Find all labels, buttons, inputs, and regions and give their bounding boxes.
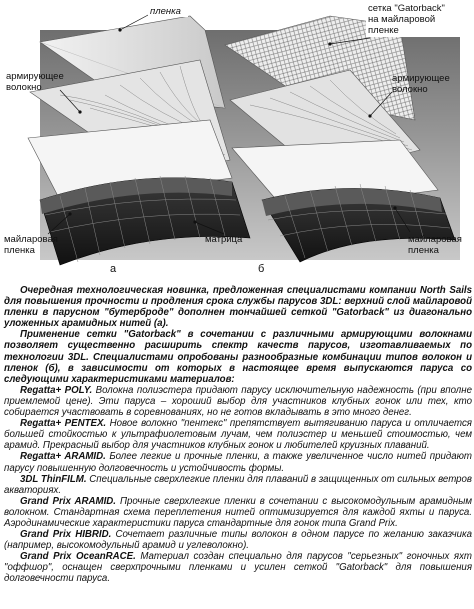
label-reinforcing-fiber-left-1: армирующее (6, 71, 64, 82)
label-gatorback-2: на майларовой (368, 14, 436, 25)
intro-paragraph: Очередная технологическая новинка, предложенная специалистами компании North Sails для повышения прочности и продления срока службы парусов 3DL: верхний слой майларовой пленки в парусном "бутерброде" дополнен тончайшей сеткой "Gatorback" из диагонально уложенных арамидных нитей (а). (4, 285, 472, 330)
material-description: Специальные сверхлегкие пленки для плаваний в защищенных от сильных ветров акваториях. (4, 473, 472, 496)
label-gatorback-1: сетка "Gatorback" (368, 3, 445, 14)
material-item (4, 474, 472, 496)
material-name: Grand Prix OceanRACE. (20, 551, 136, 563)
material-name: Regatta+ PENTEX. (20, 418, 107, 430)
material-description: Новое волокно "пентекс" препятствует вытягиванию паруса и отличается большей стойкостью к ультрафиолетовым лучам, чем полиэстер и меньшей стоимостью, чем арамид. Прекрасный выбор для участников клубных гонок и любителей круизных плаваний. (4, 418, 472, 452)
sail-layers-figure (0, 0, 474, 282)
material-item (4, 529, 472, 551)
label-mylar-film-right-2: пленка (408, 245, 439, 256)
material-item (4, 496, 472, 529)
material-name: Grand Prix ARAMID. (20, 495, 116, 507)
material-name: Regatta+ ARAMID. (20, 451, 106, 463)
label-mylar-film-left-1: майларовая (4, 234, 58, 245)
label-mylar-film-right-1: майларовая (408, 234, 462, 245)
label-film: пленка (150, 6, 181, 17)
material-item (4, 451, 472, 473)
label-gatorback-3: пленке (368, 25, 399, 36)
material-description: Прочные сверхлегкие пленки в сочетании с высокомодульным арамидным волокном. Стандартная схема переплетения нитей оптимизируется для каждой яхты и паруса. Аэродинамические характеристики паруса стандартные для гонок типа Grand Prix. (4, 495, 472, 529)
label-reinforcing-fiber-right-1: армирующее (392, 73, 450, 84)
subcaption-b: б (258, 263, 265, 275)
label-reinforcing-fiber-right-2: волокно (392, 84, 428, 95)
label-mylar-film-left-2: пленка (4, 245, 35, 256)
material-name: Regatta+ POLY. (20, 384, 93, 396)
sail-layers-illustration (0, 0, 474, 282)
label-matrix: матрица (205, 234, 243, 245)
article-text (4, 285, 472, 585)
subcaption-a: а (110, 263, 117, 275)
material-description: Волокна полиэстера придают парусу исключительную надежность (при вполне приемлемой цене). Эти паруса – хороший выбор для участников клубных гонок или тех, кто собирается участвовать в соревнованиях, но не готов вкладывать в это много денег. (4, 384, 472, 419)
material-name: Grand Prix HIBRID. (20, 529, 112, 541)
application-paragraph: Применение сетки "Gatorback" в сочетании с различными армирующими волокнами позволяет существенно расширить спектр качеств парусов, изготавливаемых по технологии 3DL. Специалистами опробованы разнообразные комбинации типов волокон и пленок (б), в зависимости от которых в настоящее время выпускаются паруса со следующими характеристиками материалов: (4, 329, 472, 385)
material-item (4, 551, 472, 584)
material-description: Сочетает различные типы волокон в одном парусе по желанию заказчика (например, высокомодульный арамид и углеволокно). (4, 529, 473, 552)
material-item (4, 418, 472, 451)
material-description: Более легкие и прочные пленки, а также увеличенное число нитей придают парусу повышенную долговечность и устойчивость формы. (4, 451, 472, 474)
material-name: 3DL ThinFILM. (20, 473, 87, 485)
material-description: Материал создан специально для парусов "серьезных" гоночных яхт "оффшор", оснащен сверхпрочными пленками и усилен сеткой "Gatorback" для повышения долговечности паруса. (4, 551, 472, 585)
material-item (4, 385, 472, 418)
label-reinforcing-fiber-left-2: волокно (6, 82, 42, 93)
